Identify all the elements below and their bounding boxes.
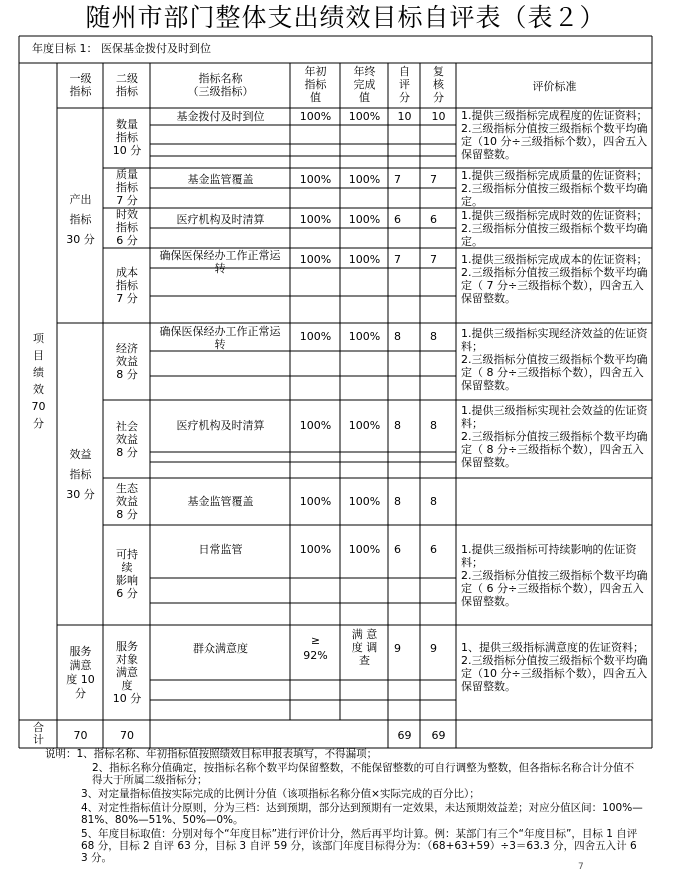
row-cost-review: 7: [430, 253, 437, 266]
row-social-self: 8: [394, 419, 401, 432]
row-timeliness-review: 6: [430, 213, 437, 226]
row-quantity-review: 10: [431, 110, 446, 123]
row-cost-criteria: 1.提供三级指标完成成本的佐证资料； 2.三级指标分值按三级指标个数平均确定（ 7 分÷三级指标个数），四舍五入保留整数。: [461, 253, 648, 305]
row-quality-self: 7: [394, 173, 401, 186]
row-satisfaction-level2: 服务 对象 满意 度 10 分: [112, 640, 142, 705]
group-satisfaction: 服务 满意 度 10 分: [66, 645, 95, 700]
row-social-final: 100%: [348, 419, 381, 432]
row-ecological-initial: 100%: [299, 495, 332, 508]
row-cost-level2: 成本 指标 7 分: [116, 266, 138, 305]
row-satisfaction-criteria: 1、提供三级指标满意度的佐证资料； 2.三级指标分值按三级指标个数平均确定（10 分÷三级指标个数），四舍五入保留整数。: [461, 641, 648, 693]
row-sustainable-final: 100%: [348, 543, 381, 556]
row-cost-final: 100%: [348, 253, 381, 266]
row-quality-name: 基金监管覆盖: [187, 173, 254, 186]
row-satisfaction-name: 群众满意度: [193, 642, 248, 655]
header-final: 年终 完成 值: [353, 65, 376, 104]
row-sustainable-level2: 可持 续 影响 6 分: [116, 548, 138, 600]
row-economic-initial: 100%: [299, 330, 332, 343]
row-economic-criteria: 1.提供三级指标实现经济效益的佐证资料； 2.三级指标分值按三级指标个数平均确定（ 8 分÷三级指标个数），四舍五入保留整数。: [461, 327, 648, 392]
row-quality-initial: 100%: [299, 173, 332, 186]
header-level2: 二级 指标: [116, 72, 138, 98]
row-quality-review: 7: [430, 173, 437, 186]
row-social-level2: 社会 效益 8 分: [116, 420, 138, 459]
row-quantity-initial: 100%: [299, 110, 332, 123]
note-5: 5、年度目标取值：分别对每个“年度目标”进行评价计分，然后再平均计算。例：某部门有三个“年度目标”，目标 1 自评 68 分，目标 2 自评 63 分，目标 3 自评 59 分，该部门年度目标得分为：（68+63+59）÷3＝63.3 分，四舍五入计 63 分。: [81, 828, 638, 864]
row-satisfaction-self: 9: [394, 642, 401, 655]
row-economic-name: 确保医保经办工作正常运转: [159, 325, 281, 351]
note-1: 说明：1、指标名称、年初指标值按照绩效目标申报表填写，不得漏项；: [45, 748, 378, 760]
row-quantity-name: 基金拨付及时到位: [176, 110, 265, 123]
row-cost-self: 7: [394, 253, 401, 266]
row-economic-self: 8: [394, 330, 401, 343]
row-sustainable-review: 6: [430, 543, 437, 556]
row-sustainable-initial: 100%: [299, 543, 332, 556]
row-timeliness-name: 医疗机构及时清算: [176, 213, 265, 226]
row-satisfaction-initial: ≥ 92%: [303, 634, 328, 662]
total-label: 合 计: [33, 721, 44, 746]
row-sustainable-self: 6: [394, 543, 401, 556]
header-self-score: 自 评 分: [399, 65, 410, 104]
note-4: 4、对定性指标值计分原则，分为三档：达到预期，部分达到预期有一定效果，未达预期效益差；对应分值区间：100%—81%、80%—51%、50%—0%。: [81, 802, 643, 826]
total-self: 69: [397, 729, 412, 742]
total-review: 69: [431, 729, 446, 742]
row-quantity-final: 100%: [348, 110, 381, 123]
note-3: 3、对定量指标值按实际完成的比例计分值（该项指标名称分值×实际完成的百分比）；: [81, 788, 480, 800]
group-output: 产出 指标 30 分: [66, 193, 95, 246]
header-name: 指标名称 （三级指标）: [187, 72, 254, 98]
row-satisfaction-review: 9: [430, 642, 437, 655]
annual-goal: 年度目标 1： 医保基金拨付及时到位: [32, 42, 211, 55]
total-level1: 70: [73, 729, 88, 742]
row-social-review: 8: [430, 419, 437, 432]
row-quantity-level2: 数量 指标 10 分: [112, 118, 142, 157]
row-social-criteria: 1.提供三级指标实现社会效益的佐证资料； 2.三级指标分值按三级指标个数平均确定（ 8 分÷三级指标个数），四舍五入保留整数。: [461, 404, 648, 469]
row-quality-criteria: 1.提供三级指标完成质量的佐证资料； 2.三级指标分值按三级指标个数平均确定。: [461, 169, 648, 208]
row-ecological-level2: 生态 效益 8 分: [116, 482, 138, 521]
row-cost-initial: 100%: [299, 253, 332, 266]
row-economic-review: 8: [430, 330, 437, 343]
group-benefit: 效益 指标 30 分: [66, 448, 95, 501]
row-satisfaction-final: 满 意 度 调 查: [351, 628, 378, 667]
row-quality-final: 100%: [348, 173, 381, 186]
notes: [0, 748, 691, 873]
project-performance-label: 项 目 绩 效 70 分: [31, 332, 46, 430]
header-initial: 年初 指标 值: [304, 65, 327, 104]
row-economic-level2: 经济 效益 8 分: [116, 342, 138, 381]
row-economic-final: 100%: [348, 330, 381, 343]
row-sustainable-criteria: 1.提供三级指标可持续影响的佐证资料； 2.三级指标分值按三级指标个数平均确定（ 6 分÷三级指标个数），四舍五入保留整数。: [461, 543, 648, 608]
row-cost-name: 确保医保经办工作正常运转: [159, 249, 281, 275]
row-social-initial: 100%: [299, 419, 332, 432]
row-quantity-criteria: 1.提供三级指标完成程度的佐证资料； 2.三级指标分值按三级指标个数平均确定（10 分÷三级指标个数），四舍五入保留整数。: [461, 109, 648, 161]
row-sustainable-name: 日常监管: [198, 543, 243, 556]
row-ecological-review: 8: [430, 495, 437, 508]
row-social-name: 医疗机构及时清算: [176, 419, 265, 432]
row-quality-level2: 质量 指标 7 分: [116, 168, 138, 207]
row-quantity-self: 10: [397, 110, 412, 123]
header-level1: 一级 指标: [69, 72, 92, 98]
row-ecological-self: 8: [394, 495, 401, 508]
header-review-score: 复 核 分: [433, 65, 444, 104]
total-level2: 70: [120, 729, 134, 742]
header-criteria: 评价标准: [532, 80, 577, 93]
row-timeliness-criteria: 1.提供三级指标完成时效的佐证资料； 2.三级指标分值按三级指标个数平均确定。: [461, 209, 648, 248]
row-ecological-name: 基金监管覆盖: [187, 495, 254, 508]
row-timeliness-self: 6: [394, 213, 401, 226]
row-ecological-final: 100%: [348, 495, 381, 508]
row-timeliness-initial: 100%: [299, 213, 332, 226]
note-2: 2、指标名称分值确定，按指标名称个数平均保留整数，不能保留整数的可自行调整为整数，但各指标名称合计分值不得大于所属二级指标分；: [92, 762, 635, 786]
row-timeliness-level2: 时效 指标 6 分: [116, 208, 138, 247]
row-timeliness-final: 100%: [348, 213, 381, 226]
page-title: 随州市部门整体支出绩效目标自评表（表２）: [85, 3, 606, 32]
page-number: 7: [578, 862, 584, 872]
